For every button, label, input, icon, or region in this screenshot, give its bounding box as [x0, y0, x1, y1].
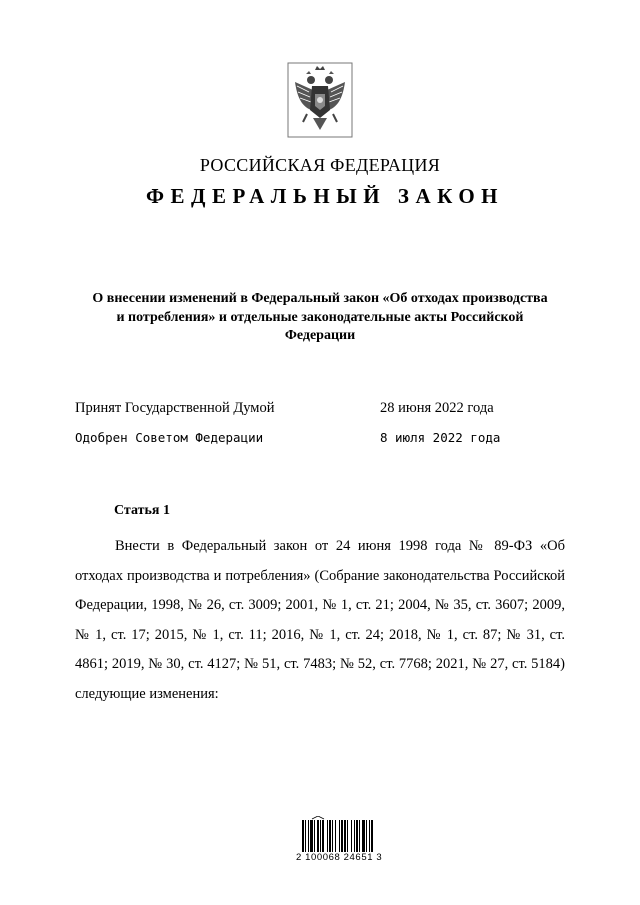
law-title: О внесении изменений в Федеральный закон «Об отходах производства и потребления» и отдельные законодательные акты Российской Федерации: [92, 291, 548, 343]
document-type: ФЕДЕРАЛЬНЫЙ ЗАКОН: [146, 184, 504, 208]
article-body: Внести в Федеральный закон от 24 июня 1998 года № 89-ФЗ «Об отходах производства и потребления» (Собрание законодательства Российской Федерации, 1998, № 26, ст. 3009; 2001, № 1, ст. 21; 2004, № 35, ст. 3607; 2009, № 1, ст. 17; 2015, № 1, ст. 11; 2016, № 1, ст. 24; 2018, № 1, ст. 87; № 31, ст. 4861; 2019, № 30, ст. 4127; № 51, ст. 7483; № 52, ст. 7768; 2021, № 27, ст. 5184) следующие изменения:: [75, 538, 565, 702]
barcode-number: 2 100068 24651 3: [296, 852, 383, 863]
adoption-date: 28 июня 2022 года: [380, 400, 494, 416]
coat-of-arms-icon: [287, 62, 353, 138]
country-name: РОССИЙСКАЯ ФЕДЕРАЦИЯ: [199, 155, 441, 175]
adoption-label: Одобрен Советом Федерации: [75, 430, 264, 445]
adoption-label: Принят Государственной Думой: [75, 400, 275, 416]
adoption-date: 8 июля 2022 года: [380, 430, 501, 445]
barcode-icon: [302, 816, 386, 852]
article-heading: Статья 1: [114, 503, 170, 518]
